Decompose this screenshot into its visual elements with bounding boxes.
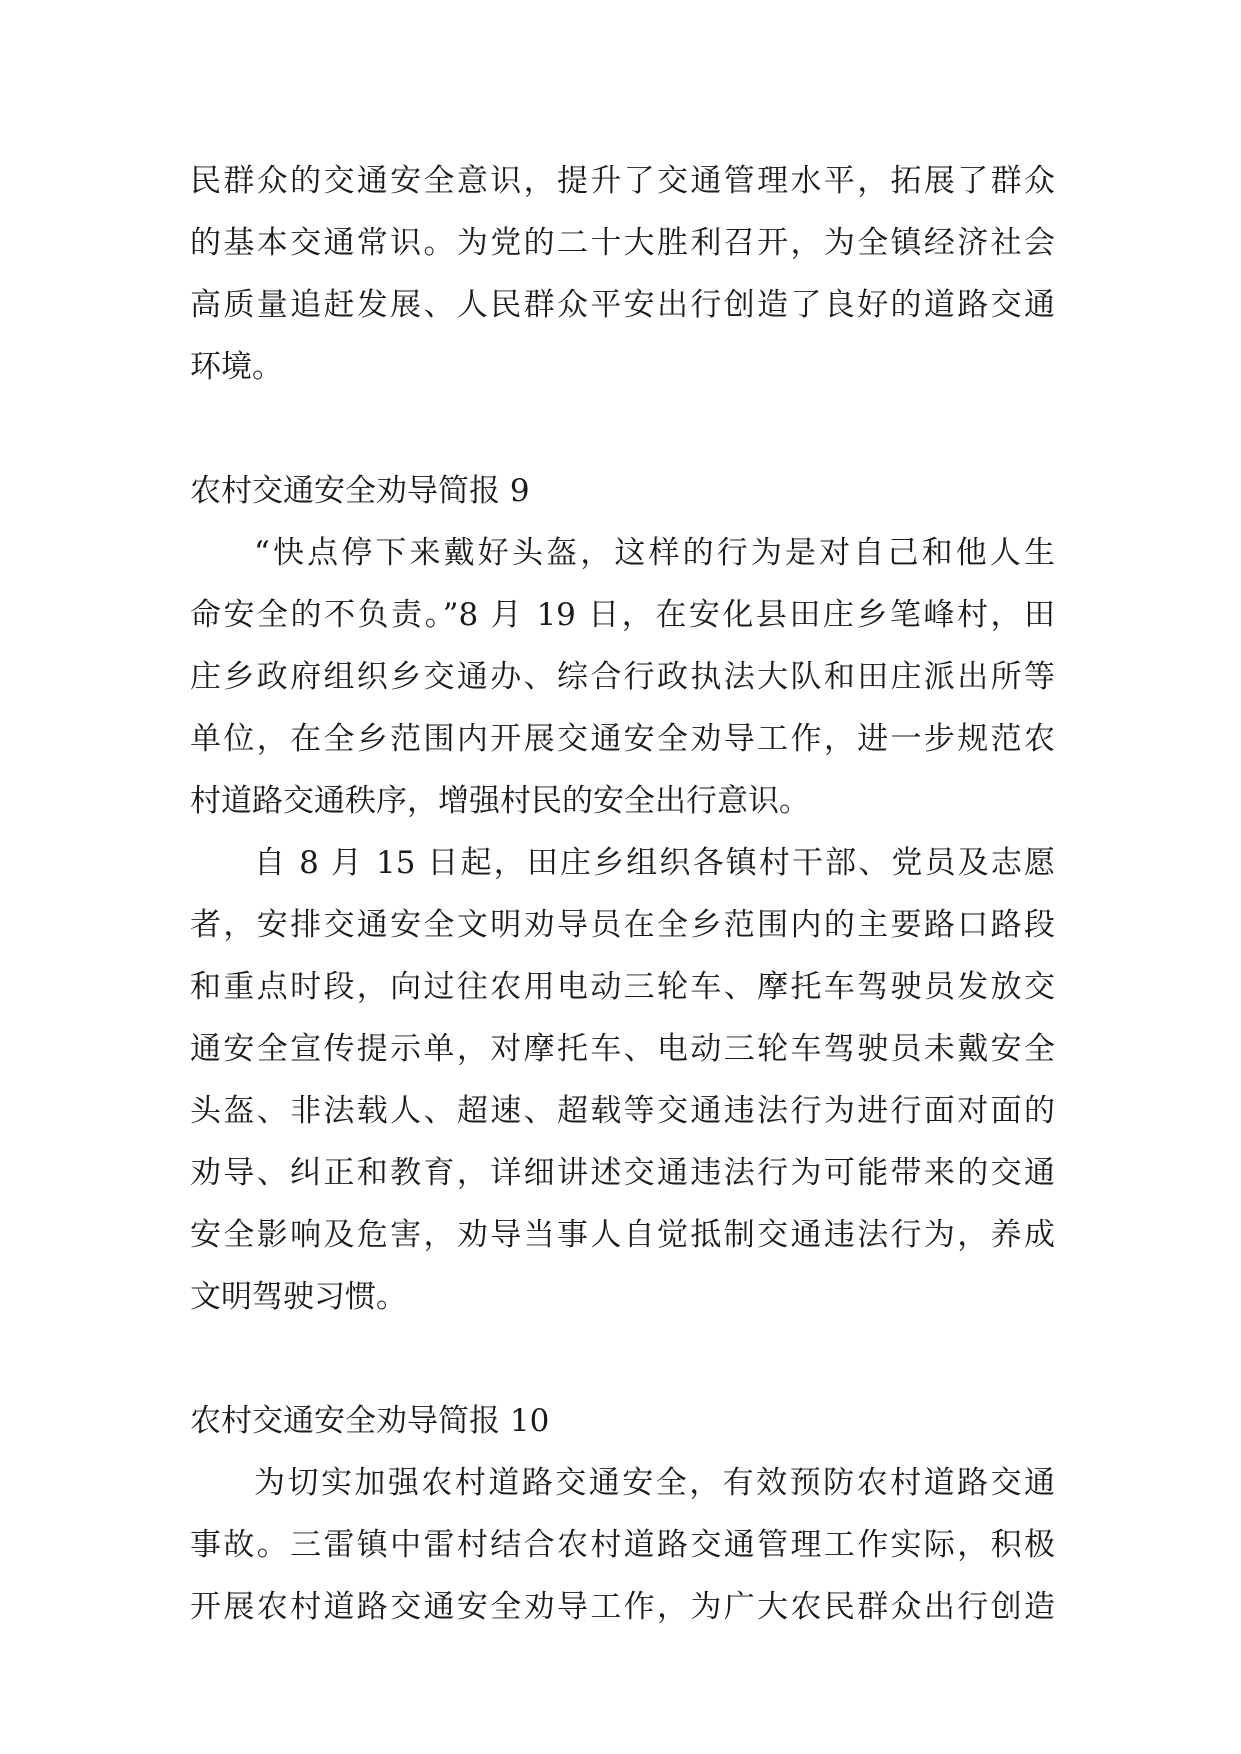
- paragraph-line: 高质量追赶发展、人民群众平安出行创造了良好的道路交通: [190, 287, 1055, 323]
- paragraph-line: 劝导、纠正和教育，详细讲述交通违法行为可能带来的交通: [190, 1155, 1055, 1191]
- section-9-paragraph-2: [190, 832, 1055, 1328]
- section-heading: 农村交通安全劝导简报 10: [190, 1403, 550, 1439]
- paragraph-line: 自 8 月 15 日起，田庄乡组织各镇村干部、党员及志愿: [254, 845, 1055, 881]
- section-10-paragraph-1: [190, 1452, 1055, 1638]
- section-9: [190, 460, 1055, 1328]
- document-page: [190, 150, 1055, 1638]
- paragraph-line: 事故。三雷镇中雷村结合农村道路交通管理工作实际，积极: [190, 1527, 1055, 1563]
- paragraph-line: 通安全宣传提示单，对摩托车、电动三轮车驾驶员未戴安全: [190, 1031, 1055, 1067]
- section-heading: 农村交通安全劝导简报 9: [190, 473, 530, 509]
- paragraph-line: 和重点时段，向过往农用电动三轮车、摩托车驾驶员发放交: [190, 969, 1055, 1005]
- section-gap: [190, 1328, 1055, 1390]
- paragraph-line: 者，安排交通安全文明劝导员在全乡范围内的主要路口路段: [190, 907, 1055, 943]
- paragraph-line: 为切实加强农村道路交通安全，有效预防农村道路交通: [254, 1465, 1055, 1501]
- paragraph-line: 环境。: [190, 349, 283, 385]
- section-gap: [190, 398, 1055, 460]
- paragraph-line: 庄乡政府组织乡交通办、综合行政执法大队和田庄派出所等: [190, 659, 1055, 695]
- paragraph-line: “快点停下来戴好头盔，这样的行为是对自己和他人生: [254, 535, 1055, 571]
- paragraph-line: 安全影响及危害，劝导当事人自觉抵制交通违法行为，养成: [190, 1217, 1055, 1253]
- paragraph-line: 头盔、非法载人、超速、超载等交通违法行为进行面对面的: [190, 1093, 1055, 1129]
- intro-paragraph: [190, 150, 1055, 398]
- paragraph-line: 民群众的交通安全意识，提升了交通管理水平，拓展了群众: [190, 163, 1055, 199]
- section-10: [190, 1390, 1055, 1638]
- paragraph-line: 的基本交通常识。为党的二十大胜利召开，为全镇经济社会: [190, 225, 1055, 261]
- paragraph-line: 开展农村道路交通安全劝导工作，为广大农民群众出行创造: [190, 1589, 1055, 1625]
- section-9-paragraph-1: [190, 522, 1055, 832]
- paragraph-line: 文明驾驶习惯。: [190, 1279, 407, 1315]
- paragraph-line: 村道路交通秩序，增强村民的安全出行意识。: [190, 783, 810, 819]
- paragraph-line: 单位，在全乡范围内开展交通安全劝导工作，进一步规范农: [190, 721, 1055, 757]
- paragraph-line: 命安全的不负责。”8 月 19 日，在安化县田庄乡笔峰村，田: [190, 597, 1055, 633]
